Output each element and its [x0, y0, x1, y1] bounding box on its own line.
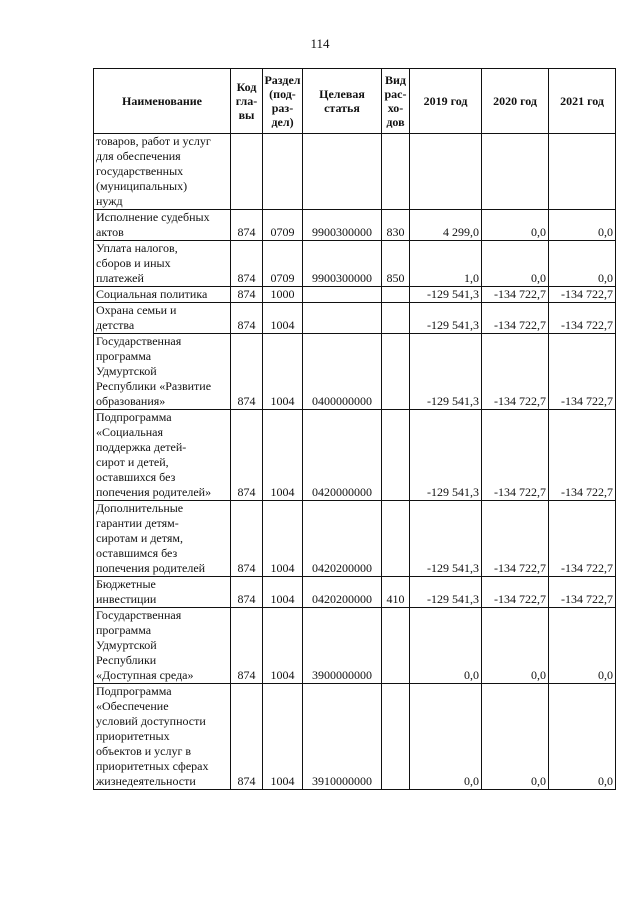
cell-section: 1004 — [263, 684, 303, 790]
cell-2019: -129 541,3 — [410, 287, 482, 303]
cell-name: Подпрограмма «Обеспечение условий доступности приоритетных объектов и услуг в приоритетных сферах жизнедеятельности — [94, 684, 231, 790]
cell-2020: -134 722,7 — [482, 303, 549, 334]
table-row — [94, 684, 616, 790]
cell-2021 — [549, 134, 616, 210]
cell-chapter-code: 874 — [231, 410, 263, 501]
cell-chapter-code: 874 — [231, 684, 263, 790]
cell-chapter-code: 874 — [231, 287, 263, 303]
cell-expense-type — [382, 608, 410, 684]
cell-2021: 0,0 — [549, 684, 616, 790]
cell-2019: -129 541,3 — [410, 334, 482, 410]
cell-2020: -134 722,7 — [482, 577, 549, 608]
col-target-item-header: Целевая статья — [303, 69, 382, 134]
cell-2019: 4 299,0 — [410, 210, 482, 241]
table-header-row — [94, 69, 616, 134]
cell-name: Государственная программа Удмуртской Республики «Доступная среда» — [94, 608, 231, 684]
cell-2020: 0,0 — [482, 241, 549, 287]
cell-expense-type: 830 — [382, 210, 410, 241]
cell-2019: -129 541,3 — [410, 410, 482, 501]
cell-2020: 0,0 — [482, 608, 549, 684]
table-body — [94, 134, 616, 790]
cell-target-item — [303, 287, 382, 303]
cell-2019: -129 541,3 — [410, 501, 482, 577]
cell-section: 0709 — [263, 241, 303, 287]
col-chapter-code-header: Код гла- вы — [231, 69, 263, 134]
cell-2021: -134 722,7 — [549, 303, 616, 334]
cell-name: Охрана семьи и детства — [94, 303, 231, 334]
table-row — [94, 287, 616, 303]
cell-2019: 0,0 — [410, 684, 482, 790]
cell-expense-type — [382, 410, 410, 501]
table-row — [94, 577, 616, 608]
table-row — [94, 303, 616, 334]
cell-2021: -134 722,7 — [549, 334, 616, 410]
cell-name: Подпрограмма «Социальная поддержка детей- сирот и детей, оставшихся без попечения родителей» — [94, 410, 231, 501]
cell-2021: 0,0 — [549, 241, 616, 287]
cell-chapter-code: 874 — [231, 210, 263, 241]
cell-target-item — [303, 303, 382, 334]
cell-2020: 0,0 — [482, 684, 549, 790]
cell-2020: -134 722,7 — [482, 334, 549, 410]
page-number: 114 — [310, 36, 330, 51]
cell-expense-type — [382, 334, 410, 410]
cell-2021: -134 722,7 — [549, 577, 616, 608]
cell-2021: -134 722,7 — [549, 501, 616, 577]
cell-2021: -134 722,7 — [549, 287, 616, 303]
cell-name: Социальная политика — [94, 287, 231, 303]
cell-target-item: 9900300000 — [303, 241, 382, 287]
col-expense-type-header: Вид рас- хо- дов — [382, 69, 410, 134]
cell-2019: -129 541,3 — [410, 303, 482, 334]
cell-2019: -129 541,3 — [410, 577, 482, 608]
cell-chapter-code: 874 — [231, 501, 263, 577]
table-row — [94, 501, 616, 577]
cell-2020: -134 722,7 — [482, 287, 549, 303]
cell-target-item: 0420200000 — [303, 501, 382, 577]
cell-chapter-code: 874 — [231, 334, 263, 410]
cell-target-item: 0420000000 — [303, 410, 382, 501]
cell-expense-type — [382, 287, 410, 303]
cell-expense-type — [382, 303, 410, 334]
cell-chapter-code: 874 — [231, 577, 263, 608]
cell-chapter-code — [231, 134, 263, 210]
cell-2020: 0,0 — [482, 210, 549, 241]
cell-target-item: 0400000000 — [303, 334, 382, 410]
table-row — [94, 334, 616, 410]
cell-section: 1000 — [263, 287, 303, 303]
cell-chapter-code: 874 — [231, 241, 263, 287]
cell-target-item: 3910000000 — [303, 684, 382, 790]
cell-expense-type: 410 — [382, 577, 410, 608]
table-row — [94, 608, 616, 684]
table-row — [94, 210, 616, 241]
table-row — [94, 410, 616, 501]
cell-name: товаров, работ и услуг для обеспечения государственных (муниципальных) нужд — [94, 134, 231, 210]
cell-2020: -134 722,7 — [482, 501, 549, 577]
cell-2020: -134 722,7 — [482, 410, 549, 501]
cell-2019: 1,0 — [410, 241, 482, 287]
cell-name: Дополнительные гарантии детям- сиротам и детям, оставшимся без попечения родителей — [94, 501, 231, 577]
cell-name: Бюджетные инвестиции — [94, 577, 231, 608]
cell-expense-type — [382, 134, 410, 210]
cell-2021: 0,0 — [549, 210, 616, 241]
cell-target-item: 3900000000 — [303, 608, 382, 684]
budget-table — [93, 68, 616, 790]
cell-2021: 0,0 — [549, 608, 616, 684]
cell-2019 — [410, 134, 482, 210]
cell-target-item: 0420200000 — [303, 577, 382, 608]
cell-target-item — [303, 134, 382, 210]
cell-section — [263, 134, 303, 210]
cell-expense-type — [382, 501, 410, 577]
cell-target-item: 9900300000 — [303, 210, 382, 241]
cell-section: 1004 — [263, 303, 303, 334]
cell-2020 — [482, 134, 549, 210]
col-2020-header: 2020 год — [482, 69, 549, 134]
cell-2021: -134 722,7 — [549, 410, 616, 501]
cell-section: 0709 — [263, 210, 303, 241]
cell-section: 1004 — [263, 501, 303, 577]
cell-2019: 0,0 — [410, 608, 482, 684]
col-2019-header: 2019 год — [410, 69, 482, 134]
cell-section: 1004 — [263, 608, 303, 684]
cell-chapter-code: 874 — [231, 608, 263, 684]
col-section-header: Раздел (под- раз- дел) — [263, 69, 303, 134]
cell-expense-type — [382, 684, 410, 790]
cell-section: 1004 — [263, 410, 303, 501]
cell-section: 1004 — [263, 334, 303, 410]
cell-section: 1004 — [263, 577, 303, 608]
cell-name: Исполнение судебных актов — [94, 210, 231, 241]
cell-chapter-code: 874 — [231, 303, 263, 334]
col-name-header: Наименование — [94, 69, 231, 134]
cell-name: Государственная программа Удмуртской Республики «Развитие образования» — [94, 334, 231, 410]
col-2021-header: 2021 год — [549, 69, 616, 134]
cell-name: Уплата налогов, сборов и иных платежей — [94, 241, 231, 287]
cell-expense-type: 850 — [382, 241, 410, 287]
table-row — [94, 241, 616, 287]
table-row — [94, 134, 616, 210]
